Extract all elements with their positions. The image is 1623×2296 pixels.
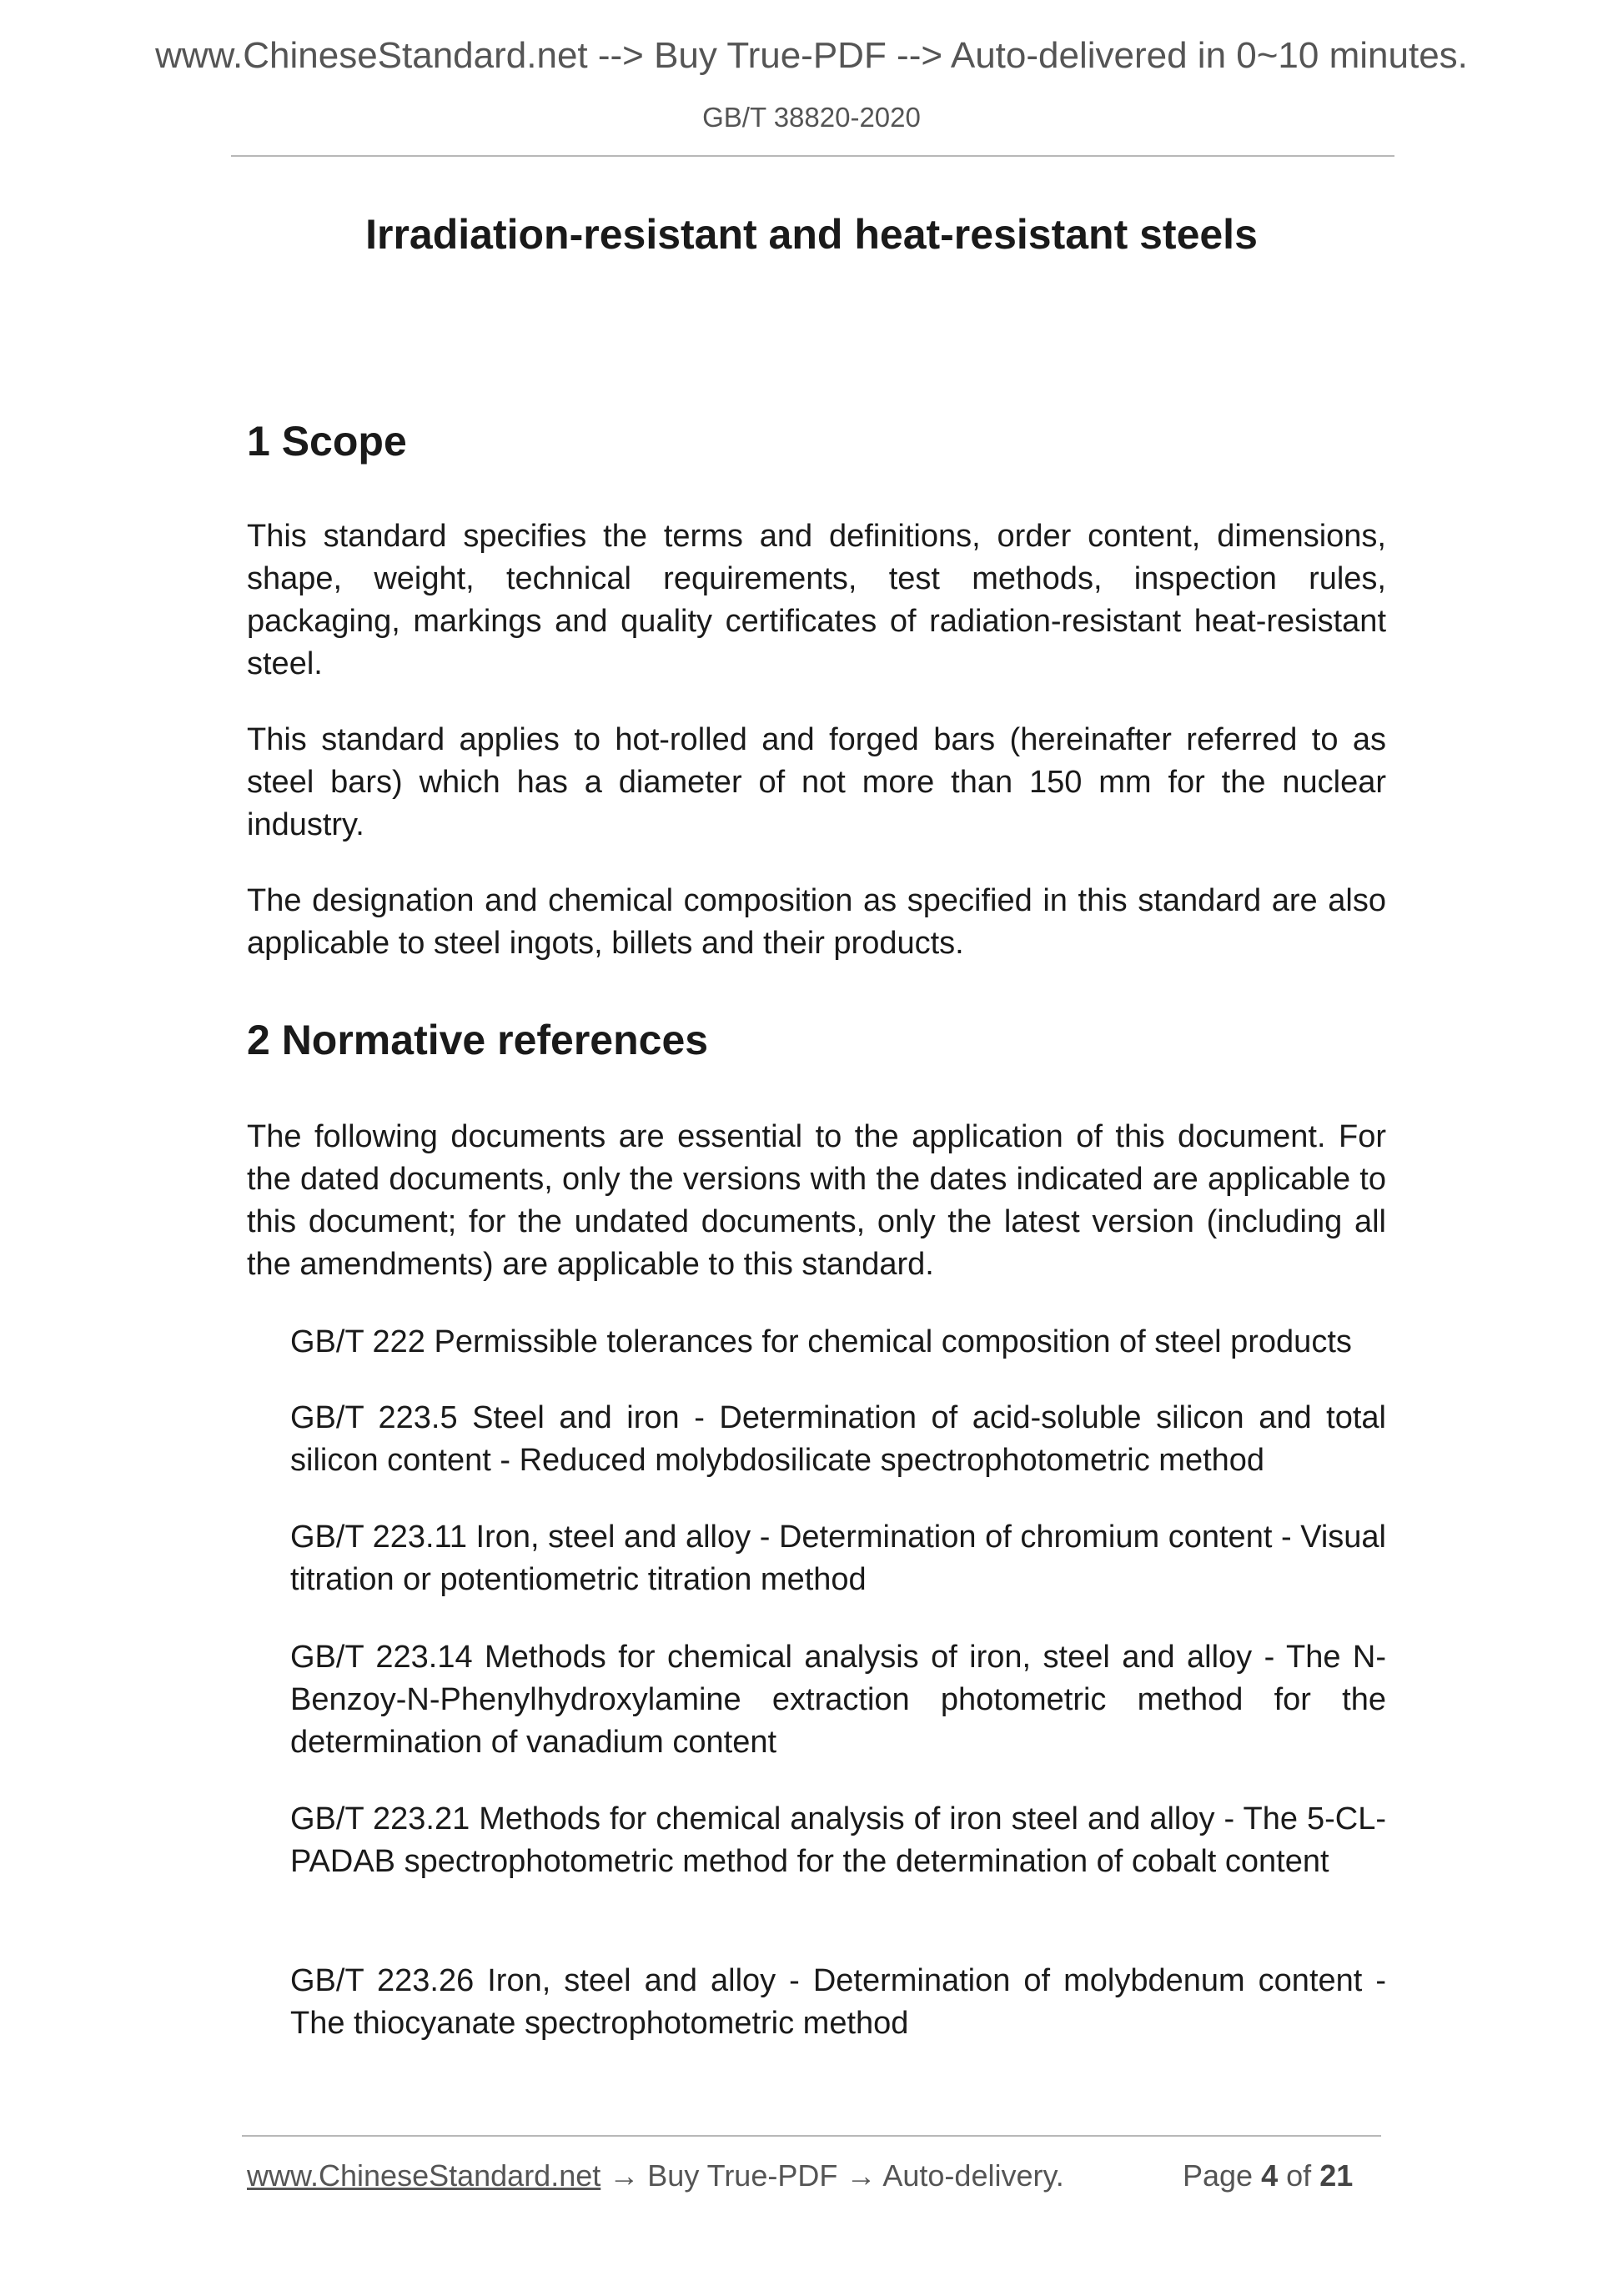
page-indicator bbox=[1183, 2158, 1353, 2193]
reference-item: GB/T 223.14 Methods for chemical analysis of iron, steel and alloy - The N-Benzoy-N-Phenylhydroxylamine extraction photometric method for the determination of vanadium content bbox=[290, 1640, 1386, 1760]
footer-divider bbox=[242, 2135, 1381, 2137]
footer-site-link[interactable]: www.ChineseStandard.net bbox=[247, 2158, 601, 2193]
reference-item: GB/T 223.21 Methods for chemical analysis of iron steel and alloy - The 5-CL-PADAB spectrophotometric method for the determination of cobalt content bbox=[290, 1801, 1386, 1879]
document-code: GB/T 38820-2020 bbox=[702, 102, 921, 133]
page-number: 4 bbox=[1261, 2158, 1279, 2193]
reference-item: GB/T 222 Permissible tolerances for chemical composition of steel products bbox=[290, 1324, 1352, 1359]
arrow-icon: → bbox=[846, 2158, 877, 2193]
section-2-heading: 2 Normative references bbox=[247, 1017, 709, 1063]
footer-delivery-text: Auto-delivery. bbox=[882, 2158, 1064, 2193]
scope-paragraph-2: This standard applies to hot-rolled and forged bars (hereinafter referred to as steel bars) which has a diameter of not more than 150 mm for the nuclear industry. bbox=[247, 722, 1386, 842]
of-label: of bbox=[1286, 2158, 1312, 2193]
total-pages: 21 bbox=[1319, 2158, 1354, 2193]
arrow-icon: → bbox=[609, 2158, 640, 2193]
footer-promo bbox=[247, 2158, 1064, 2193]
scope-paragraph-1: This standard specifies the terms and definitions, order content, dimensions, shape, weight, technical requirements, test methods, inspection rules, packaging, markings and quality certificates of radiation-resistant heat-resistant steel. bbox=[247, 519, 1386, 681]
footer-buy-text: Buy True-PDF bbox=[647, 2158, 838, 2193]
reference-item: GB/T 223.26 Iron, steel and alloy - Determination of molybdenum content - The thiocyanate spectrophotometric method bbox=[290, 1963, 1386, 2041]
document-title: Irradiation-resistant and heat-resistant steels bbox=[365, 211, 1258, 258]
scope-paragraph-3: The designation and chemical composition as specified in this standard are also applicable to steel ingots, billets and their products. bbox=[247, 883, 1386, 961]
header-divider bbox=[231, 155, 1394, 157]
references-intro: The following documents are essential to the application of this document. For the dated documents, only the versions with the dates indicated are applicable to this document; for the undated documents, only the latest version (including all the amendments) are applicable to this standard. bbox=[247, 1119, 1386, 1282]
section-1-heading: 1 Scope bbox=[247, 418, 407, 465]
top-banner: www.ChineseStandard.net --> Buy True-PDF --> Auto-delivered in 0~10 minutes. bbox=[155, 35, 1468, 76]
reference-item: GB/T 223.5 Steel and iron - Determination of acid-soluble silicon and total silicon content - Reduced molybdosilicate spectrophotometric method bbox=[290, 1400, 1386, 1478]
reference-item: GB/T 223.11 Iron, steel and alloy - Determination of chromium content - Visual titration or potentiometric titration method bbox=[290, 1520, 1386, 1597]
page-label: Page bbox=[1183, 2158, 1254, 2193]
